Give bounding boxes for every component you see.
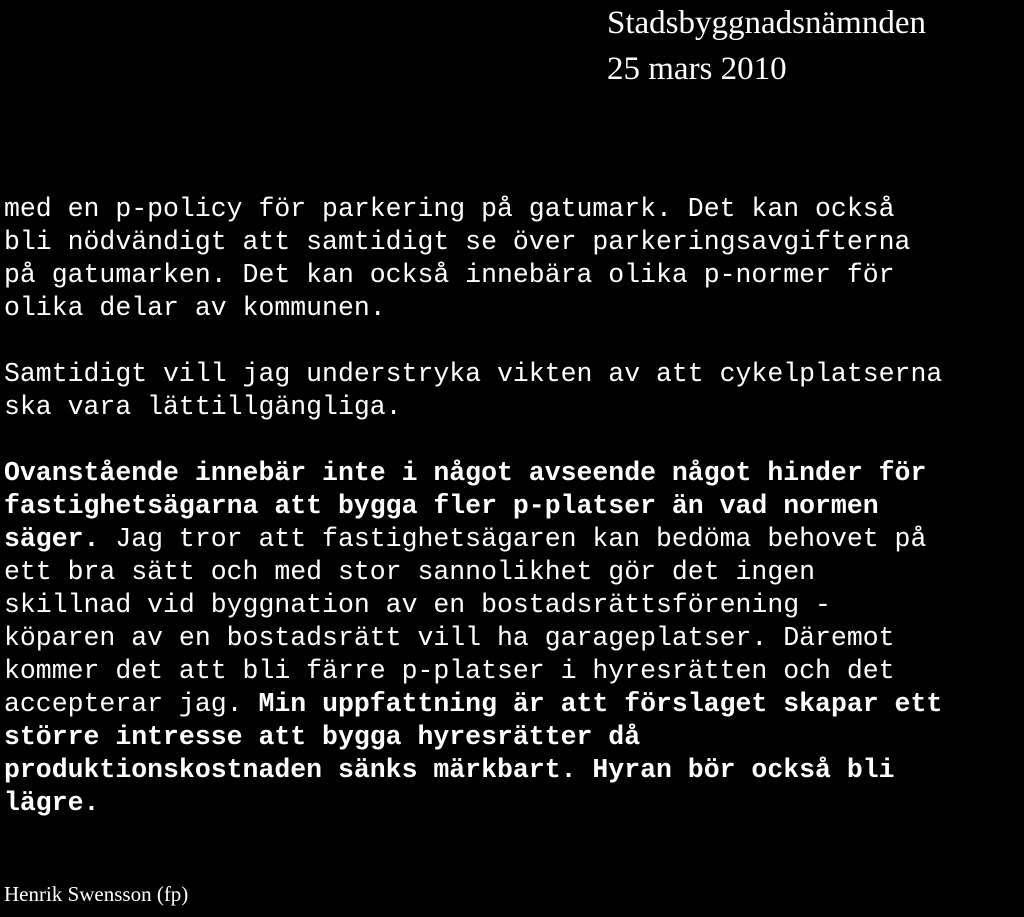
- paragraph-1: [4, 193, 1024, 325]
- bold-text: Min uppfattning är att förslaget skapar ett: [258, 689, 943, 719]
- committee-name: Stadsbyggnadsnämnden: [607, 5, 926, 41]
- text-line: med en p-policy för parkering på gatumark. Det kan också: [4, 194, 895, 224]
- regular-text: Jag tror att fastighetsägaren kan bedöma behovet på: [99, 524, 927, 554]
- text-line: skillnad vid byggnation av en bostadsrättsförening -: [4, 590, 831, 620]
- bold-text-line: lägre.: [4, 788, 100, 818]
- meeting-date: 25 mars 2010: [607, 51, 787, 87]
- text-line: köparen av en bostadsrätt vill ha garageplatser. Däremot: [4, 623, 895, 653]
- bold-text-line: fastighetsägarna att bygga fler p-platser än vad normen: [4, 491, 879, 521]
- document-header: [607, 0, 926, 92]
- regular-text: accepterar jag.: [4, 689, 259, 719]
- bold-text-line: större intresse att bygga hyresrätter då: [4, 722, 641, 752]
- text-line: bli nödvändigt att samtidigt se över parkeringsavgifterna: [4, 227, 911, 257]
- bold-text-line: Ovanstående innebär inte i något avseende något hinder för: [4, 458, 927, 488]
- paragraph-2: [4, 358, 1024, 424]
- paragraph-3: [4, 457, 1024, 820]
- text-line: ett bra sätt och med stor sannolikhet gör det ingen: [4, 557, 816, 587]
- signature: Henrik Swensson (fp): [4, 882, 189, 906]
- bold-text-line: produktionskostnaden sänks märkbart. Hyran bör också bli: [4, 755, 895, 785]
- text-line: kommer det att bli färre p-platser i hyresrätten och det: [4, 656, 895, 686]
- bold-text: säger.: [4, 524, 100, 554]
- text-line: på gatumarken. Det kan också innebära olika p-normer för: [4, 260, 895, 290]
- text-line: ska vara lättillgängliga.: [4, 392, 402, 422]
- document-body: [4, 193, 1024, 820]
- mixed-text-line: [4, 523, 1024, 556]
- text-line: olika delar av kommunen.: [4, 293, 386, 323]
- mixed-text-line: [4, 688, 1024, 721]
- text-line: Samtidigt vill jag understryka vikten av att cykelplatserna: [4, 359, 943, 389]
